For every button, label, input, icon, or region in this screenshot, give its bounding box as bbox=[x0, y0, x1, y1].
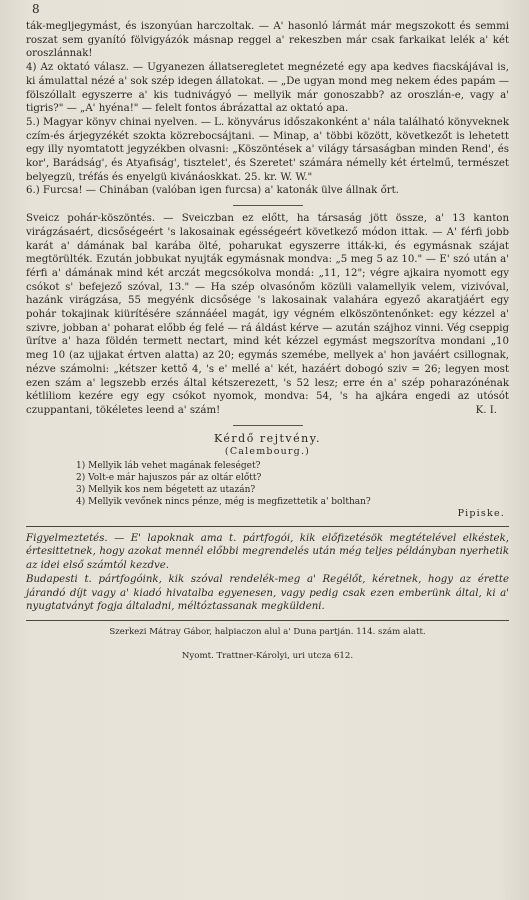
swiss-toast-text: Sveicz pohár-köszöntés. — Sveiczban ez előtt, ha társaság jött össze, a' 13 kanton virágzásaért, dicsőségeért 's lakosainak egésségeért következő módon ittak. — A' férfi jobb karát a' dámának bal karába ölté, poharukat egyszerre itták-ki, és egymásnak szájat megtörülték. Ezután jobbukat nyujták egymásnak mondva: „5 meg 5 az 10." — E' szó után a' férfi a' dámának mind két arczát megcsókolva mondá: „11, 12"; végre ajkaira nyomott egy csókot s' befejező szóval, 13." — Ha szép olvasónőm közüli valamellyik velem, vizivóval, hazánk virágzása, 55 megyénk dicsősége 's lakosainak valahára egyező akaratjáért egy pohár tokajinak kiürítésére szánnáéel magát, igy végném elköszöntenőnket: egy kézzel a' szivre, jobban a' poharat előbb ég felé — rá áldást kérve — azután szájhoz vinni. Vég cseppig ürítve a' haza földén termett nectart, mind két kézzel egymást megszorítva mondani „10 meg 10 (az ujjakat értven alatta) az 20; egymás szemébe, mellyek a' hon javáért csillognak, nézve számolni: „kétszer kettő 4, 's e' mellé a' két, hazáért dobogó sziv = 26; legyen most ezen szám a' legszebb erzés által kétszerezett, 's 52 lesz; erre én a' szép poharazónénak kétliliom kezére egy egy csókot nyomok, mondva: 54, 's ha ajkára engedi az utósót czuppantani, tökéletes leend a' szám! bbox=[26, 213, 509, 416]
section-separator-2 bbox=[233, 425, 303, 426]
riddle-item: 1) Mellyik láb vehet magának feleséget? bbox=[76, 460, 261, 471]
paragraph-teaching-answer: 4) Az oktató válasz. — Ugyanezen állatseregletet megnézeté egy apa kedves fiacskájával is, ki ámulattal nézé a' sok szép idegen állatokat. — „De ugyan mond meg nekem édes papám — fölszóllalt egyszerre a' kis tudnivágyó — mellyik már gonoszabb? az oroszlán-e, vagy a' tigris?" — „A' hyéna!" — felelt fontos ábrázattal az oktató apa. bbox=[26, 62, 509, 115]
section-separator bbox=[233, 205, 303, 206]
riddle-list bbox=[76, 460, 509, 508]
paragraph-hungarian-book: 5.) Magyar könyv chinai nyelven. — L. könyvárus időszakonként a' nála található könyveknek czím-és árjegyzékét szokta közrebocsájtani. — Minap, a' többi között, következőt is lehetett egy illy nyomtatott jegyzékben olvasni: „Köszöntések a' világy társaságban minden Rend', és kor', Barádság', és Atyafiság', tisztelet', és Szeretet' számára némelly két értelmű, természet belyegzü, tréfás és enyelgü kivánáoskkat. 25. kr. W. W." bbox=[26, 116, 509, 183]
riddle-title: Kérdő rejtvény. bbox=[213, 431, 321, 445]
swiss-toast-signature: K. I. bbox=[475, 404, 497, 416]
riddle-item: 3) Mellyik kos nem bégetett az utazán? bbox=[76, 484, 256, 495]
notice-paragraph-subscribers: Figyelmeztetés. — E' lapoknak ama t. pártfogói, kik előfizetésök megtételével elkéstek, értesittetnek, hogy azokat mennél előbbi megrendelés után még teljes példányban nyerhetik az idei első számtól kezdve. bbox=[26, 532, 509, 572]
paragraph-strange: 6.) Furcsa! — Chinában (valóban igen furcsa) a' katonák ülve állnak őrt. bbox=[26, 185, 399, 197]
paragraph-swiss-toast bbox=[26, 212, 509, 418]
editor-imprint: Szerkezi Mátray Gábor, halpiaczon alul a' Duna partján. 114. szám alatt. bbox=[109, 626, 426, 637]
riddle-subtitle: (Calembourg.) bbox=[224, 445, 311, 457]
riddle-item: 4) Mellyik vevőnek nincs pénze, még is megfizettetik a' bolthan? bbox=[76, 496, 371, 507]
notice-top-rule bbox=[26, 526, 509, 527]
riddle-item: 2) Volt-e már hajuszos pár az oltár előtt? bbox=[76, 472, 262, 483]
page-number: 8 bbox=[32, 2, 40, 16]
paragraph-lion-story-end: ták-megljegymást, és iszonyúan harczoltak. — A' hasonló lármát már megszokott és semmi roszat sem gyanító fölvigyázók másnap reggel a' rekeszben már csak farkaikat lelék a' két oroszlánnak! bbox=[26, 21, 509, 60]
printer-imprint: Nyomt. Trattner-Károlyi, uri utcza 612. bbox=[181, 650, 354, 661]
notice-paragraph-budapest: Budapesti t. pártfogóink, kik szóval rendelék-meg a' Regélőt, kéretnek, hogy az érette járandó díjt vagy a' kiadó hivatalba egyenesen, vagy pedig csak ezen emberünk által, ki a' nyugtatványt fogja általadni, méltóztassanak megküldeni. bbox=[26, 573, 509, 613]
riddle-signature: Pipiske. bbox=[457, 507, 505, 519]
imprint-rule bbox=[26, 620, 509, 621]
